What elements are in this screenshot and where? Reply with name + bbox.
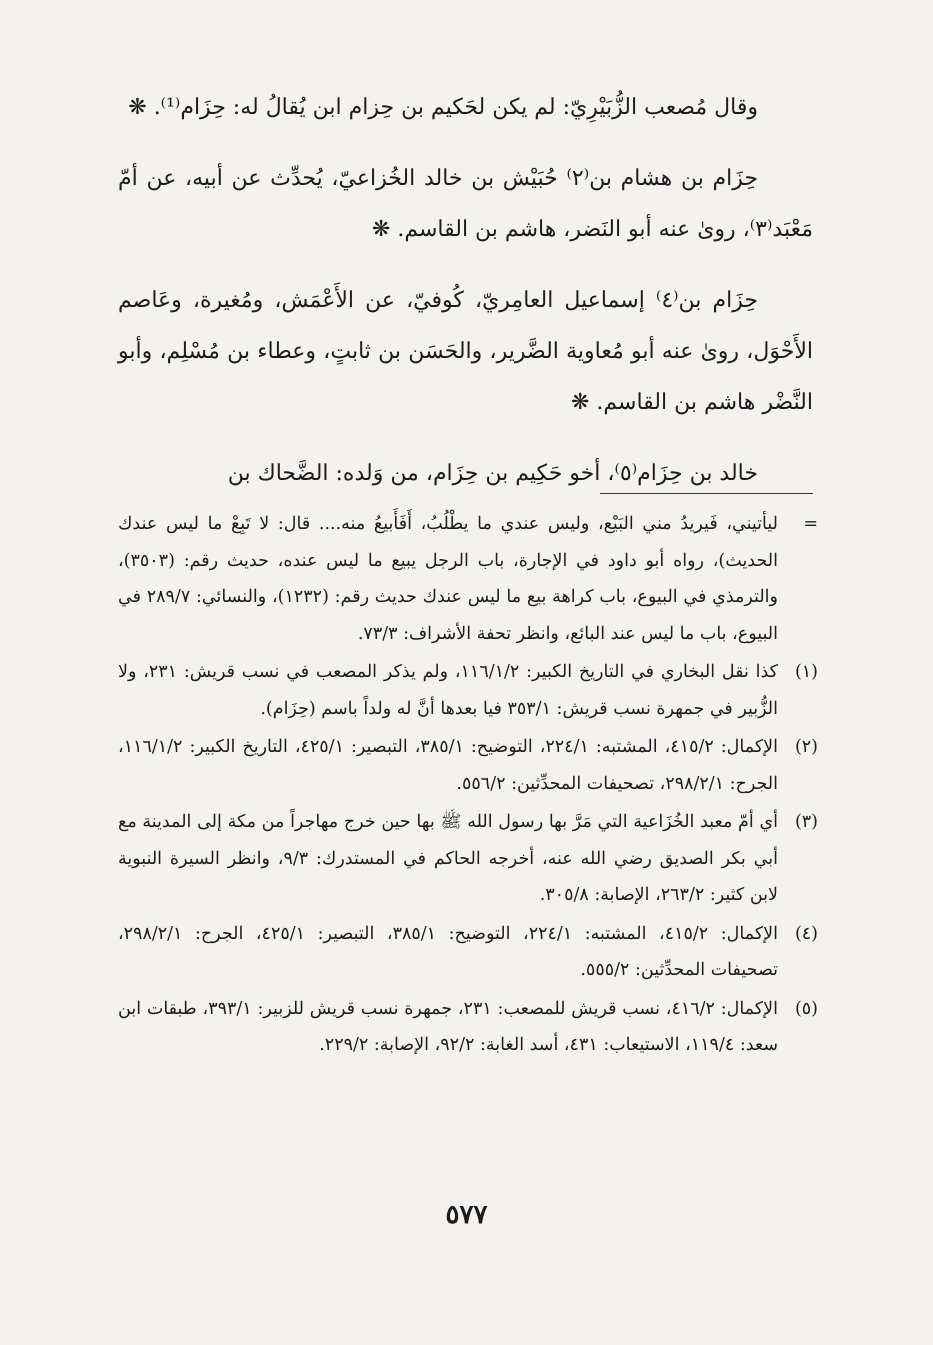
footnote-5 [118, 991, 818, 1064]
paragraph-hizam-ibn-ismail: حِزَام بن⁽٤⁾ إسماعيل العامِريّ، كُوفيّ، عن الأَعْمَش، ومُغيرة، وعَاصم الأَحْوَل، روىٰ عنه أبو مُعاوية الضَّرير، والحَسَن بن ثابتٍ، وعطاء بن مُسْلِم، وأبو النَّضْر هاشم بن القاسم. ❋ [118, 288, 813, 415]
footnote-4 [118, 916, 818, 989]
footnote-marker: (١) [794, 662, 818, 682]
footnote-text: الإكمال: ٤١٥/٢، المشتبه: ٢٢٤/١، التوضيح: ٣٨٥/١، التبصير: ٤٢٥/١، الجرح: ٢٩٨/٢/١، تصحيفات المحدِّثين: ٥٥٥/٢. [118, 923, 778, 980]
footnote-marker: (٣) [794, 812, 818, 832]
footnote-marker: (٤) [794, 923, 818, 944]
main-text [118, 82, 813, 499]
page-number: ٥٧٧ [445, 1200, 488, 1230]
paragraph-musab: وقال مُصعب الزُّبَيْرِيّ: لم يكن لحَكيم بن حِزام ابن يُقالُ له: حِزَام⁽¹⁾. ❋ [128, 95, 758, 120]
paragraph-khalid-ibn-hizam: خالد بن حِزَام⁽٥⁾، أخو حَكِيم بن حِزَام، من وَلده: الضَّحاك بن [227, 461, 758, 486]
footnote-divider [600, 493, 813, 494]
paragraph-hizam-ibn-hisham: حِزَام بن هشام بن⁽٢⁾ حُبَيْش بن خالد الخُزاعيّ، يُحدِّث عن أبيه، عن أمّ مَعْبَد⁽٣⁾، روىٰ عنه أبو النَضر، هاشم بن القاسم. ❋ [118, 166, 813, 242]
footnote-continuation [118, 506, 818, 652]
footnote-text: ليأتيني، فَيريدُ مني البَيْع، وليس عندي ما يطْلُبُ، أَفَأَبيعُ منه.... قال: لا تَبِعْ ما ليس عندك الحديث)، رواه أبو داود في الإجارة، باب الرجل يبيع ما ليس عنده، حديث رقم: (٣٥٠٣)، والترمذي في البيوع، باب كراهة بيع ما ليس عندك حديث رقم: (١٢٣٢)، والنسائي: ٢٨٩/٧ في البيوع، باب ما ليس عند البائع، وانظر تحفة الأشراف: ٧٣/٣. [118, 514, 778, 644]
footnote-3 [118, 804, 818, 914]
footnotes [118, 506, 818, 1066]
footnote-text: كذا نقل البخاري في التاريخ الكبير: ١١٦/١/٢، ولم يذكر المصعب في نسب قريش: ٢٣١، ولا الزُّبير في جمهرة نسب قريش: ٣٥٣/١ فيا بعدها أنَّ له ولداً باسم (حِزَام). [118, 662, 778, 719]
footnote-marker: (٥) [794, 998, 818, 1019]
footnote-marker: = [803, 514, 818, 534]
footnote-2 [118, 729, 818, 802]
footnote-marker: (٢) [794, 737, 818, 757]
footnote-1 [118, 654, 818, 727]
footnote-text: الإكمال: ٤١٥/٢، المشتبه: ٢٢٤/١، التوضيح: ٣٨٥/١، التبصير: ٤٢٥/١، التاريخ الكبير: ١١٦/١/٢، الجرح: ٢٩٨/٢/١، تصحيفات المحدِّثين: ٥٥٦/٢. [118, 737, 779, 794]
footnote-text: أي أمّ معبد الخُزَاعية التي مَرَّ بها رسول الله ﷺ بها حين خرج مهاجراً من مكة إلى المدينة مع أبي بكر الصديق رضي الله عنه، أخرجه الحاكم في المستدرك: ٩/٣، وانظر السيرة النبوية لابن كثير: ٢٦٣/٢، الإصابة: ٣٠٥/٨. [118, 812, 778, 905]
footnote-text: الإكمال: ٤١٦/٢، نسب قريش للمصعب: ٢٣١، جمهرة نسب قريش للزبير: ٣٩٣/١، طبقات ابن سعد: ١١٩/٤، الاستيعاب: ٤٣١، أسد الغابة: ٩٢/٢، الإصابة: ٢٢٩/٢. [118, 998, 778, 1055]
